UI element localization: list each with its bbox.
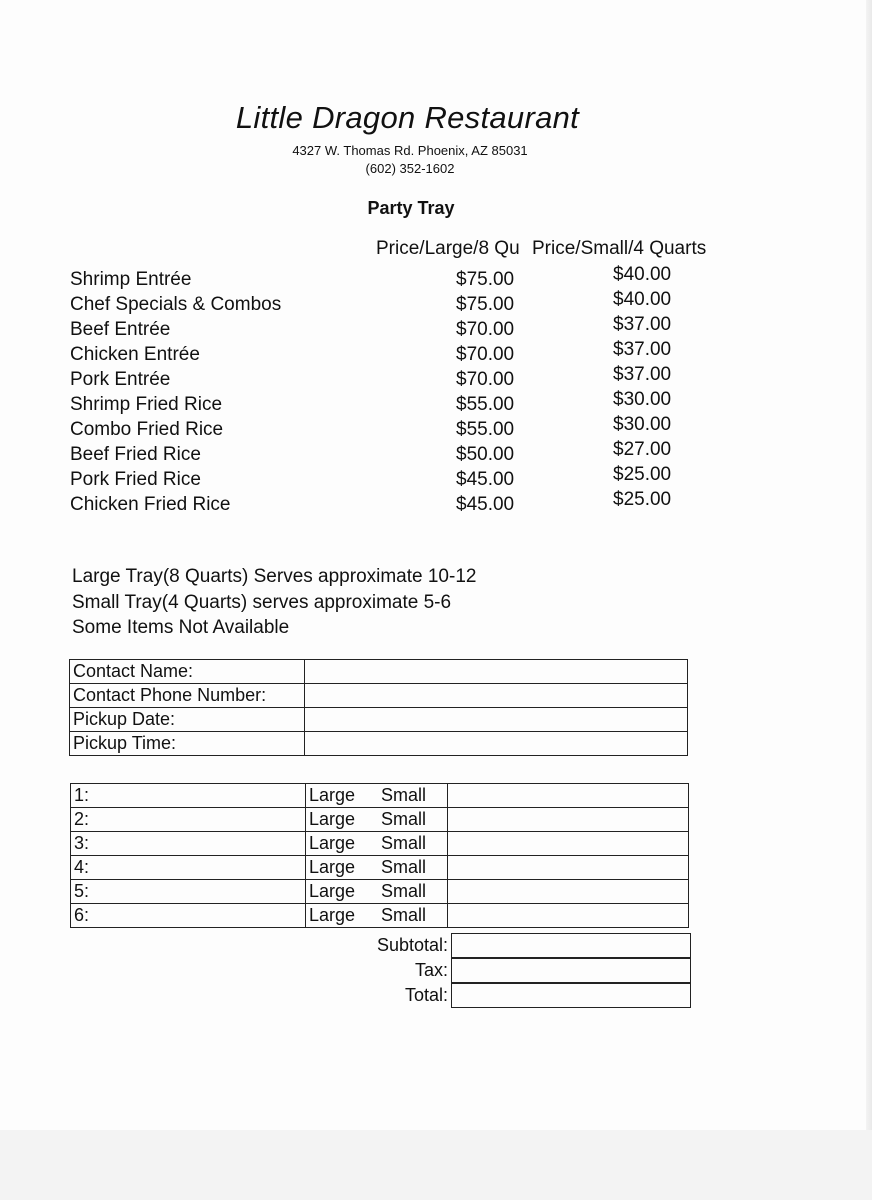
order-item-field[interactable] — [71, 808, 306, 832]
price-large: $45.00 — [456, 494, 515, 515]
size-large-option[interactable]: Large — [309, 857, 356, 877]
total-row — [300, 983, 690, 1008]
line-amount-field[interactable] — [448, 808, 689, 832]
price-small: $30.00 — [613, 389, 672, 410]
page-edge — [866, 0, 872, 1200]
line-number: 1: — [74, 785, 90, 805]
restaurant-title: Little Dragon Restaurant — [235, 100, 580, 135]
price-small: $30.00 — [613, 414, 672, 435]
restaurant-phone: (602) 352-1602 — [365, 161, 455, 176]
subtotal-field[interactable] — [451, 933, 691, 958]
order-line — [71, 856, 689, 880]
line-number: 2: — [74, 809, 90, 829]
size-choice[interactable] — [306, 856, 448, 880]
size-small-option[interactable]: Small — [381, 785, 427, 805]
column-header-large: Price/Large/8 Qu — [376, 238, 520, 259]
price-small: $27.00 — [613, 439, 672, 460]
size-choice[interactable] — [306, 880, 448, 904]
contact-row — [70, 708, 688, 732]
line-amount-field[interactable] — [448, 856, 689, 880]
price-large: $55.00 — [456, 394, 515, 415]
price-small: $37.00 — [613, 364, 672, 385]
restaurant-address: 4327 W. Thomas Rd. Phoenix, AZ 85031 — [292, 143, 528, 158]
contact-row — [70, 732, 688, 756]
size-large-option[interactable]: Large — [309, 833, 356, 853]
size-choice[interactable] — [306, 808, 448, 832]
tax-row — [300, 958, 690, 983]
price-small: $25.00 — [613, 464, 672, 485]
total-field[interactable] — [451, 983, 691, 1008]
size-small-option[interactable]: Small — [381, 857, 427, 877]
size-large-option[interactable]: Large — [309, 785, 356, 805]
size-small-option[interactable]: Small — [381, 881, 427, 901]
line-number: 5: — [74, 881, 90, 901]
line-amount-field[interactable] — [448, 904, 689, 928]
line-amount-field[interactable] — [448, 832, 689, 856]
size-large-option[interactable]: Large — [309, 881, 356, 901]
pickup-time-label: Pickup Time: — [70, 732, 305, 756]
availability-note: Some Items Not Available — [72, 617, 290, 638]
section-heading: Party Tray — [367, 198, 455, 218]
size-large-option[interactable]: Large — [309, 905, 356, 925]
menu-row — [70, 489, 710, 519]
menu-item-name: Shrimp Fried Rice — [70, 394, 223, 415]
order-item-field[interactable] — [71, 832, 306, 856]
price-large: $70.00 — [456, 344, 515, 365]
price-large: $70.00 — [456, 319, 515, 340]
order-form — [70, 783, 689, 928]
menu-item-name: Shrimp Entrée — [70, 269, 192, 290]
column-header-small: Price/Small/4 Quarts — [532, 238, 707, 259]
contact-phone-label: Contact Phone Number: — [70, 684, 305, 708]
price-large: $50.00 — [456, 444, 515, 465]
price-large: $75.00 — [456, 294, 515, 315]
order-line — [71, 832, 689, 856]
menu-item-name: Combo Fried Rice — [70, 419, 224, 440]
price-large: $45.00 — [456, 469, 515, 490]
subtotal-row — [300, 933, 690, 958]
order-item-field[interactable] — [71, 904, 306, 928]
pickup-time-field[interactable] — [305, 732, 688, 756]
price-small: $25.00 — [613, 489, 672, 510]
menu-item-name: Chef Specials & Combos — [70, 294, 282, 315]
price-large: $55.00 — [456, 419, 515, 440]
order-item-field[interactable] — [71, 856, 306, 880]
subtotal-label: Subtotal: — [376, 935, 448, 955]
scan-margin — [0, 1130, 872, 1200]
price-small: $37.00 — [613, 314, 672, 335]
serving-note-small: Small Tray(4 Quarts) serves approximate 5-6 — [72, 592, 452, 613]
price-small: $40.00 — [613, 264, 672, 285]
size-choice[interactable] — [306, 904, 448, 928]
order-line — [71, 904, 689, 928]
pickup-date-field[interactable] — [305, 708, 688, 732]
order-item-field[interactable] — [71, 784, 306, 808]
tax-field[interactable] — [451, 958, 691, 983]
size-small-option[interactable]: Small — [381, 809, 427, 829]
menu-item-name: Chicken Entrée — [70, 344, 200, 365]
contact-phone-field[interactable] — [305, 684, 688, 708]
order-line — [71, 880, 689, 904]
line-amount-field[interactable] — [448, 880, 689, 904]
tax-label: Tax: — [414, 960, 448, 980]
size-small-option[interactable]: Small — [381, 833, 427, 853]
order-line — [71, 808, 689, 832]
contact-name-label: Contact Name: — [70, 660, 305, 684]
size-large-option[interactable]: Large — [309, 809, 356, 829]
menu-item-name: Pork Fried Rice — [70, 469, 201, 490]
contact-form — [69, 659, 688, 756]
line-amount-field[interactable] — [448, 784, 689, 808]
size-small-option[interactable]: Small — [381, 905, 427, 925]
menu-item-name: Chicken Fried Rice — [70, 494, 231, 515]
price-large: $70.00 — [456, 369, 515, 390]
contact-row — [70, 684, 688, 708]
menu-item-name: Beef Fried Rice — [70, 444, 201, 465]
menu-item-name: Pork Entrée — [70, 369, 171, 390]
contact-name-field[interactable] — [305, 660, 688, 684]
pickup-date-label: Pickup Date: — [70, 708, 305, 732]
price-small: $40.00 — [613, 289, 672, 310]
total-label: Total: — [404, 985, 448, 1005]
line-number: 3: — [74, 833, 90, 853]
line-number: 4: — [74, 857, 90, 877]
order-line — [71, 784, 689, 808]
contact-row — [70, 660, 688, 684]
order-item-field[interactable] — [71, 880, 306, 904]
size-choice[interactable] — [306, 832, 448, 856]
price-small: $37.00 — [613, 339, 672, 360]
price-large: $75.00 — [456, 269, 515, 290]
serving-note-large: Large Tray(8 Quarts) Serves approximate 10-12 — [72, 566, 477, 587]
size-choice[interactable] — [306, 784, 448, 808]
menu-item-name: Beef Entrée — [70, 319, 171, 340]
line-number: 6: — [74, 905, 90, 925]
